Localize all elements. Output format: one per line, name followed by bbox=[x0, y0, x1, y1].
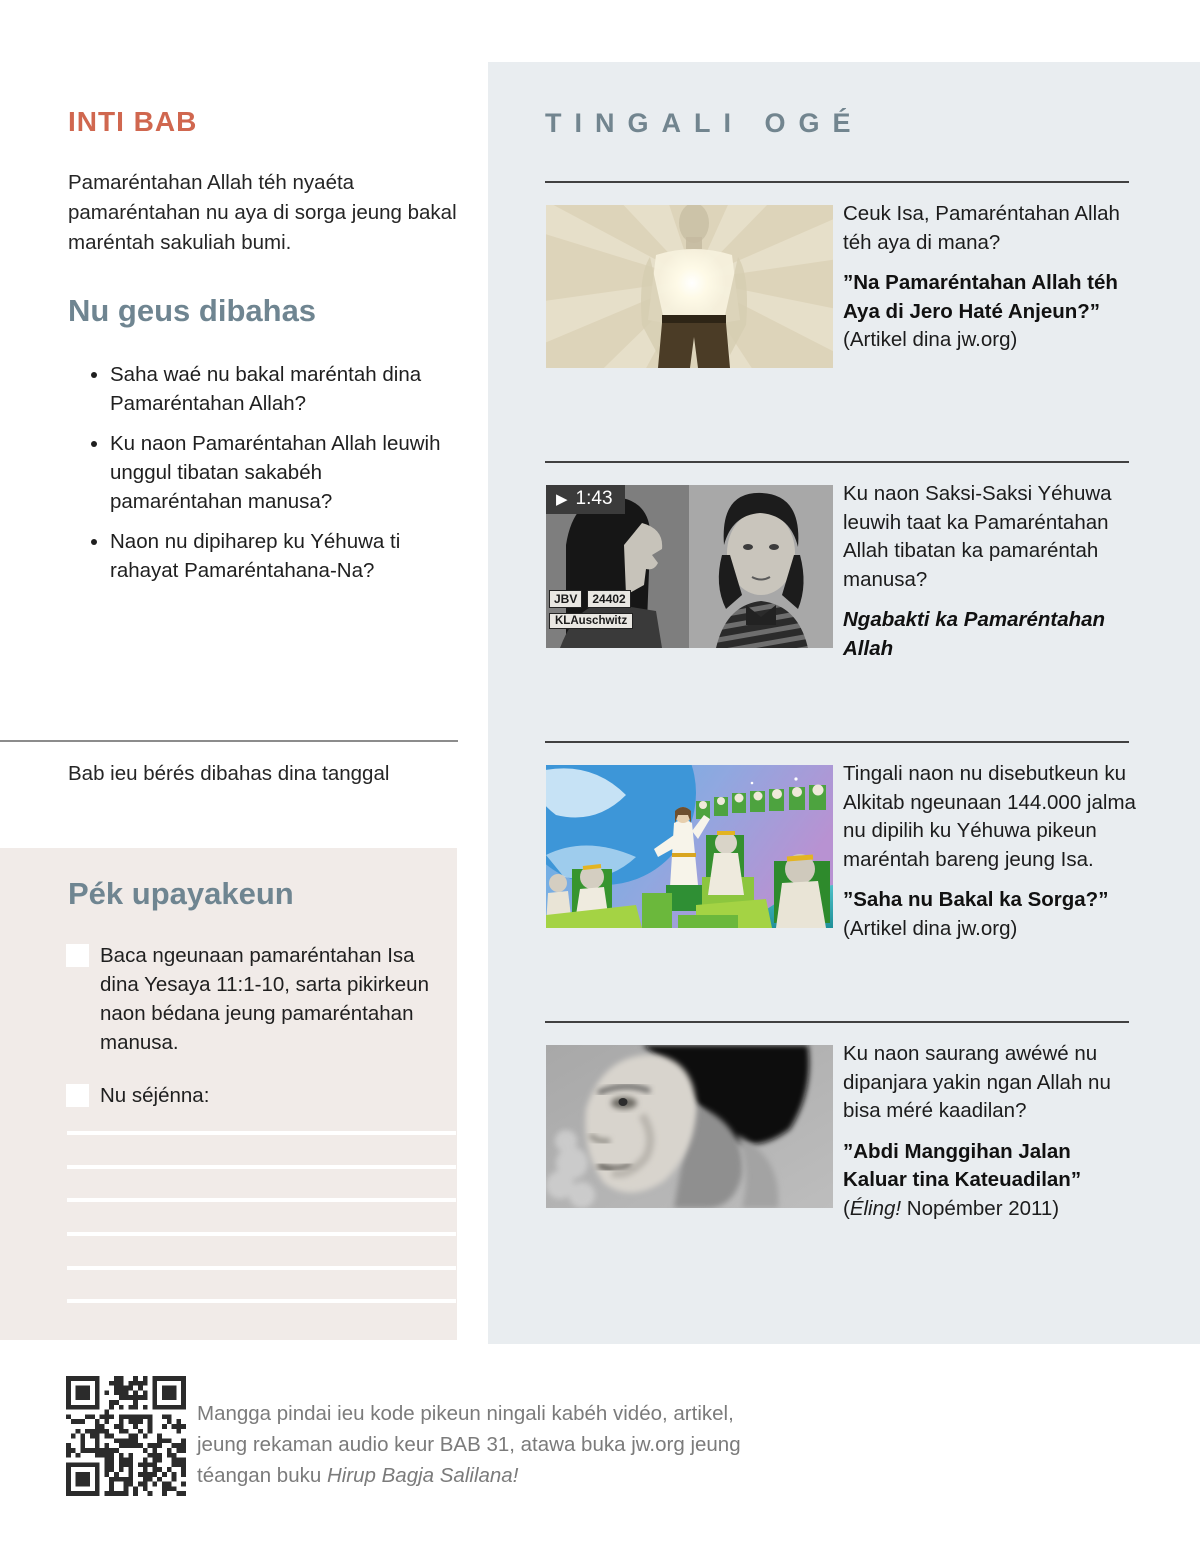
discussed-item: • Ku naon Pamaréntahan Allah leuwih unggul tibatan sakabéh pamaréntahan manusa? bbox=[110, 429, 458, 516]
entry-image-woman-portrait[interactable] bbox=[546, 1045, 833, 1208]
video-duration-badge[interactable] bbox=[546, 485, 625, 514]
discussed-heading: Nu geus dibahas bbox=[68, 293, 317, 328]
try-it-heading: Pék upayakeun bbox=[68, 876, 294, 911]
entry-title-link[interactable]: ”Abdi Manggihan Jalan Kaluar tina Kateuadilan” bbox=[843, 1139, 1082, 1191]
note-line[interactable] bbox=[67, 1232, 456, 1236]
entry-source: (Éling! Nopémber 2011) bbox=[843, 1196, 1060, 1220]
play-icon: ▶ bbox=[556, 490, 568, 508]
entry-title-link[interactable]: ”Na Pamaréntahan Allah téh Aya di Jero Haté Anjeun?” bbox=[843, 271, 1118, 323]
try-item-label: Nu séjénna: bbox=[100, 1084, 210, 1107]
entry-image-prisoner-mugshot[interactable] bbox=[546, 485, 833, 648]
magazine-name: Éling! bbox=[849, 1196, 902, 1220]
entry-text-block bbox=[843, 200, 1139, 355]
discussed-list bbox=[88, 360, 458, 596]
entry-source: (Artikel dina jw.org) bbox=[843, 328, 1018, 351]
entry-question: Ku naon Saksi-Saksi Yéhuwa leuwih taat ka Pamaréntahan Allah tibatan ka pamaréntah manusa? bbox=[843, 482, 1112, 591]
entry-text-block bbox=[843, 480, 1139, 663]
note-line[interactable] bbox=[67, 1131, 456, 1135]
discussed-item: • Naon nu dipiharep ku Yéhuwa ti rahayat Pamaréntahana-Na? bbox=[110, 527, 458, 585]
note-line[interactable] bbox=[67, 1165, 456, 1169]
entry-image-man-with-glowing-heart[interactable] bbox=[546, 205, 833, 368]
entry-text-block bbox=[843, 1040, 1139, 1223]
entry-question: Tingali naon nu disebutkeun ku Alkitab ngeunaan 144.000 jalma nu dipilih ku Yéhuwa pikeun maréntah bareng jeung Isa. bbox=[843, 762, 1136, 871]
see-also-heading: TINGALI OGÉ bbox=[545, 108, 864, 138]
prisoner-id-prefix: JBV bbox=[549, 590, 582, 608]
entry-question: Ceuk Isa, Pamaréntahan Allah téh aya di mana? bbox=[843, 202, 1120, 254]
prisoner-id-plate bbox=[549, 590, 631, 608]
entry-divider bbox=[545, 1021, 1129, 1023]
entry-question: Ku naon saurang awéwé nu dipanjara yakin ngan Allah nu bisa méré kaadilan? bbox=[843, 1042, 1111, 1122]
thrones-illustration bbox=[546, 765, 833, 928]
qr-code bbox=[66, 1376, 186, 1496]
divider-line bbox=[0, 740, 458, 742]
entry-divider bbox=[545, 181, 1129, 183]
entry-divider bbox=[545, 741, 1129, 743]
try-item-row bbox=[66, 1081, 438, 1110]
camp-name-plate: KLAuschwitz bbox=[549, 613, 633, 629]
note-line[interactable] bbox=[67, 1299, 456, 1303]
try-item-row bbox=[66, 941, 438, 1057]
woman-portrait-illustration bbox=[546, 1045, 833, 1208]
book-title: Hirup Bagja Salilana! bbox=[326, 1464, 519, 1487]
completion-date-note: Bab ieu bérés dibahas dina tanggal bbox=[68, 762, 390, 785]
entry-title-link[interactable]: ”Saha nu Bakal ka Sorga?” bbox=[843, 888, 1109, 911]
chapter-summary-text: Pamaréntahan Allah téh nyaéta pamaréntahan nu aya di sorga jeung bakal maréntah sakuliah bumi. bbox=[68, 171, 457, 254]
entry-source: (Artikel dina jw.org) bbox=[843, 916, 1018, 940]
discussed-item: • Saha waé nu bakal maréntah dina Pamaréntahan Allah? bbox=[110, 360, 458, 418]
try-item-label: Baca ngeunaan pamaréntahan Isa dina Yesaya 11:1-10, sarta pikirkeun naon bédana jeung pamaréntahan manusa. bbox=[100, 944, 429, 1054]
entry-text-block bbox=[843, 760, 1139, 943]
note-line[interactable] bbox=[67, 1266, 456, 1270]
entry-image-heavenly-kings-on-thrones[interactable] bbox=[546, 765, 833, 928]
chapter-summary-heading: INTI BAB bbox=[68, 106, 198, 137]
checkbox[interactable] bbox=[66, 944, 89, 967]
glowing-man-illustration bbox=[546, 205, 833, 368]
prisoner-id-number: 24402 bbox=[587, 590, 630, 608]
entry-divider bbox=[545, 461, 1129, 463]
note-line[interactable] bbox=[67, 1198, 456, 1202]
entry-title-link[interactable]: Ngabakti ka Pamaréntahan Allah bbox=[843, 608, 1106, 660]
qr-instruction-text: Mangga pindai ieu kode pikeun ningali kabéh vidéo, artikel, jeung rekaman audio keur BAB 31, atawa buka jw.org jeung téangan buku Hirup Bagja Salilana! bbox=[197, 1402, 741, 1487]
checkbox[interactable] bbox=[66, 1084, 89, 1107]
video-duration: 1:43 bbox=[575, 488, 613, 509]
